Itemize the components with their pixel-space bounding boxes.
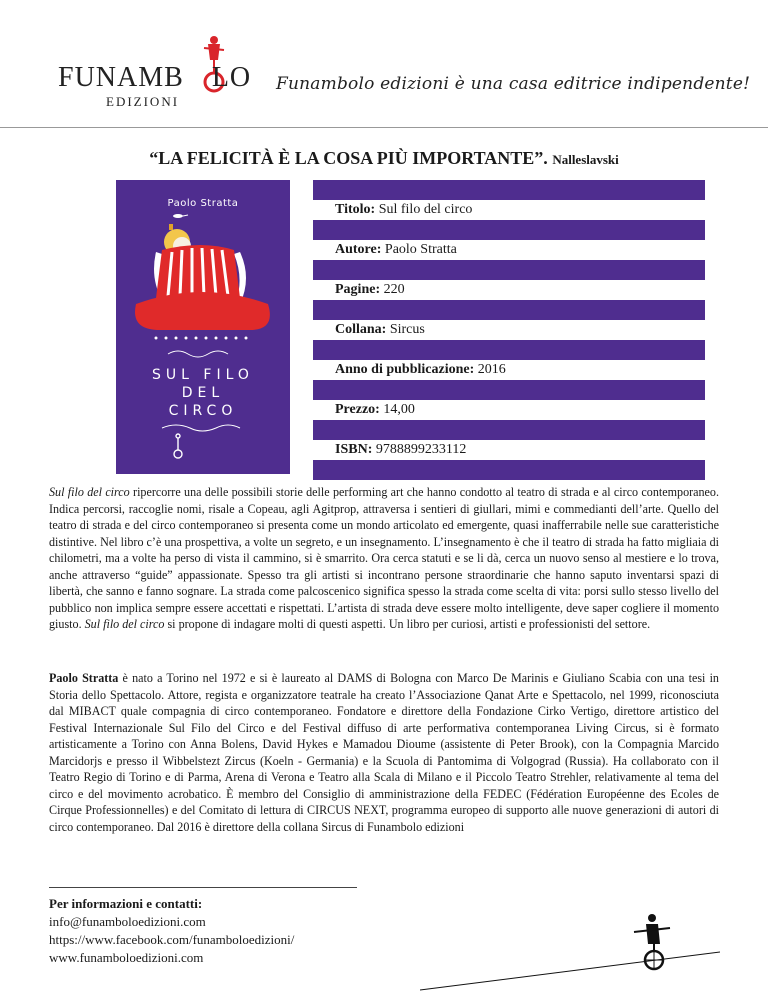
info-band: [313, 420, 705, 440]
info-band: [313, 300, 705, 320]
info-row-price: Prezzo: 14,00: [313, 400, 705, 420]
header-divider: [0, 127, 768, 128]
info-band: [313, 220, 705, 240]
contact-facebook[interactable]: https://www.facebook.com/funamboloedizioni/: [49, 932, 295, 947]
info-band: [313, 380, 705, 400]
logo-subtitle: EDIZIONI: [106, 94, 180, 109]
contacts-heading: Per informazioni e contatti:: [49, 896, 203, 911]
tagline: Funambolo edizioni è una casa editrice indipendente!: [276, 74, 751, 94]
contact-email[interactable]: info@funamboloedizioni.com: [49, 914, 206, 929]
logo-word: FUNAMB: [58, 62, 184, 93]
info-row-author: Autore: Paolo Stratta: [313, 240, 705, 260]
contacts-block: [49, 895, 294, 967]
cover-title: [116, 366, 290, 420]
info-band: [313, 260, 705, 280]
publisher-logo: [58, 30, 268, 110]
cover-title-line: CIRCO: [168, 403, 238, 419]
contacts-divider: [49, 887, 357, 888]
info-band: [313, 460, 705, 480]
info-band: [313, 340, 705, 360]
info-row-pages: Pagine: 220: [313, 280, 705, 300]
quote-text: “LA FELICITÀ È LA COSA PIÙ IMPORTANTE”.: [149, 148, 548, 168]
book-details: [313, 180, 705, 480]
acrobat-illustration: [116, 180, 290, 474]
info-band: [313, 180, 705, 200]
book-description: Sul filo del circo ripercorre una delle possibili storie delle performing art che hanno condotto al teatro di strada e al circo contemporaneo. Indica percorsi, raccoglie nomi, risale a Copeau, agli Agitprop, attraversa i sentieri di giullari, mimi e commedianti dell’arte. Quello del teatro di strada e del circo contemporaneo si presenta come un mondo articolato ed emergente, quasi inafferrabile nelle sue caratteristiche distintive. Nel libro c’è una prospettiva, a volte un segreto, e un insegnamento. L’insegnamento è che il teatro di strada ha fatto migliaia di chilometri, ma a volte ha perso di vista il cammino, si è smarrito. Ora cerca statuti e se li dà, cerca un nuovo senso al mestiere e lo trova, anche attraverso “guide” appassionate. Spesso tra gli artisti si incontrano persone straordinarie che hanno saputo inventarsi spazi di libertà, che sanno e fanno sognare. La strada come palcoscenico significa spesso la strada come scelta di vita: porsi sullo stesso livello del pubblico non implica sempre essere accettati e rispettati. L’artista di strada deve essere molto intelligente, deve saper cogliere il momento giusto. Sul filo del circo si propone di indagare molti di questi aspetti. Un libro per curiosi, artisti e professionisti del settore.: [49, 485, 719, 631]
info-row-year: Anno di pubblicazione: 2016: [313, 360, 705, 380]
info-row-isbn: ISBN: 9788899233112: [313, 440, 705, 460]
cover-title-line: DEL: [181, 385, 225, 401]
author-bio: [49, 670, 719, 835]
quote-author: Nalleslavski: [552, 152, 619, 167]
headline-quote: [0, 148, 768, 169]
bio-text: è nato a Torino nel 1972 e si è laureato al DAMS di Bologna con Marco De Marinis e Giuliano Scabia con una tesi in Storia dello Spettacolo. Attore, regista e organizzatore teatrale ha creato l’Associazione Qanat Arte e Spettacolo, nel 1999, riconosciuta dal MIBACT quale compagnia di circo contemporaneo. Fondatore e direttore della Fondazione Cirko Vertigo, direttore artistico del Festival Internazionale Sul Filo del Circo e del Festival diffuso di arte performativa contemporanea Living Circus, si è formato artisticamente a Torino con Anna Bolens, David Hykes e Mamadou Dioume (assistente di Peter Brook), con la Compagnia Marcido Marcidorjs e presso il Wibbelstezt Zircus (Koeln - Germania) e la Scuola di Pantomima di Volgograd (Russia). Ha collaborato con il Teatro Regio di Torino e di Parma, Arena di Verona e Teatro alla Scala di Milano e il Piccolo Teatro Strehler, relativamente al tema del circo e del movimento acrobatico. È membro del Consiglio di amministrazione della FEDEC (Fédération Européenne des Ecoles de Cirque Professionnelles) e del Comitato di lettura di CIRCUS NEXT, programma europeo di supporto alle nuove generazioni di autori di circo contemporaneo. Dal 2016 è direttore della collana Sircus di Funambolo edizioni: [49, 671, 719, 834]
bio-name: Paolo Stratta: [49, 671, 119, 685]
info-row-title: Titolo: Sul filo del circo: [313, 200, 705, 220]
unicyclist-icon: [420, 880, 720, 994]
info-row-series: Collana: Sircus: [313, 320, 705, 340]
contact-website[interactable]: www.funamboloedizioni.com: [49, 950, 204, 965]
cover-title-line: SUL FILO: [152, 367, 254, 383]
cover-author: Paolo Stratta: [167, 198, 239, 209]
book-cover: [116, 180, 290, 474]
logo-word-end: LO: [211, 62, 252, 93]
